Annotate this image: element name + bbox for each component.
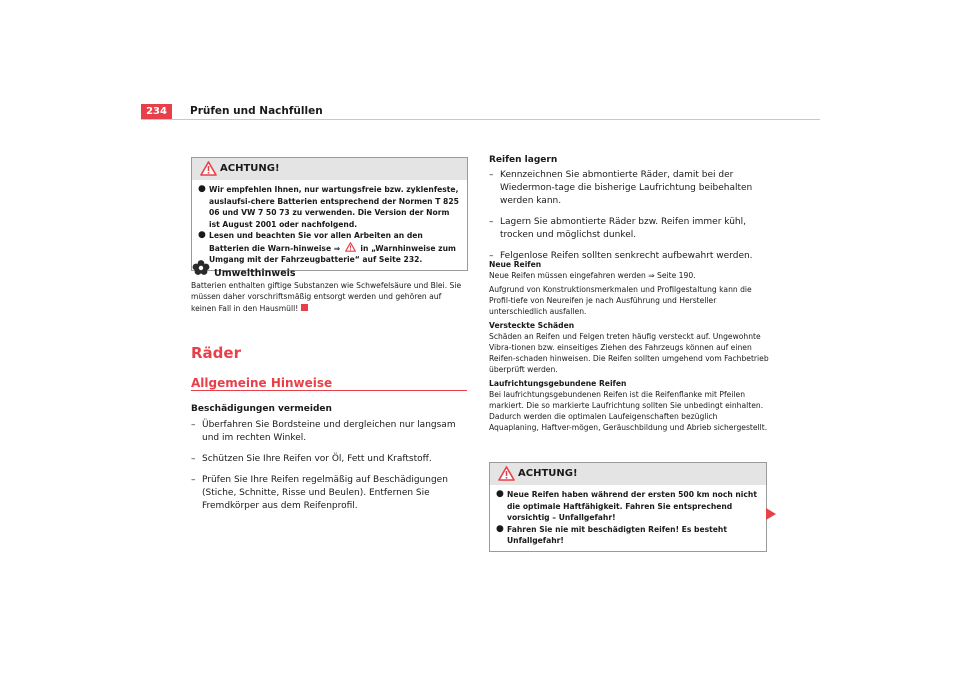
warning-title: ACHTUNG! [220, 163, 280, 174]
next-page-arrow-icon[interactable] [766, 508, 776, 520]
direction-heading: Laufrichtungsgebundene Reifen [489, 379, 627, 388]
new-tires-text: Aufgrund von Konstruktionsmerkmalen und Profilgestaltung kann die Profil-tiefe von Neureifen je nach Ausführung und Hersteller unterschiedlich ausfallen. [489, 285, 752, 316]
bullet-icon: ● [496, 523, 504, 534]
list-item: – Prüfen Sie Ihre Reifen regelmäßig auf Beschädigungen (Stiche, Schnitte, Risse und Beulen). Entfernen Sie Fremdkörper aus dem Reifenprofil. [191, 475, 448, 511]
storage-heading: Reifen lagern [489, 155, 558, 165]
environment-title: Umwelthinweis [214, 268, 296, 279]
flower-environment-icon [191, 259, 211, 277]
page-number: 234 [141, 104, 172, 119]
section-end-marker [301, 304, 308, 311]
new-tires-heading: Neue Reifen [489, 260, 542, 269]
warning-text: Lesen und beachten Sie vor allen Arbeiten an den Batterien die Warn-hinweise ⇒ [209, 231, 423, 253]
environment-text-block [191, 280, 467, 314]
warning-header [192, 158, 467, 180]
hidden-damage-heading: Versteckte Schäden [489, 321, 575, 330]
warning-triangle-icon [498, 466, 515, 481]
warning-link-text[interactable]: in „Warnhinweise zum Umgang mit der Fahrzeugbatterie“ auf Seite 232. [209, 243, 456, 264]
warning-text: Neue Reifen haben während der ersten 500 km noch nicht die optimale Haftfähigkeit. Fahren Sie entsprechend vorsichtig – Unfallgefahr! [507, 490, 757, 522]
list-item: – Lagern Sie abmontierte Räder bzw. Reifen immer kühl, trocken und möglichst dunkel. [489, 217, 746, 240]
warning-text: Fahren Sie nie mit beschädigten Reifen! Es besteht Unfallgefahr! [507, 524, 727, 545]
warning-bullet [198, 230, 462, 266]
list-item-text: Felgenlose Reifen sollten senkrecht aufbewahrt werden. [500, 251, 753, 261]
list-item-text: Schützen Sie Ihre Reifen vor Öl, Fett und Kraftstoff. [202, 454, 432, 464]
list-item-text: Kennzeichnen Sie abmontierte Räder, damit bei der Wiedermon-tage die bisherige Laufrichtung beibehalten werden kann. [500, 170, 753, 206]
hidden-damage-text: Schäden an Reifen und Felgen treten häufig versteckt auf. Ungewohnte Vibra-tionen bzw. einseitiges Ziehen des Fahrzeugs können auf einen Reifen-schaden hinweisen. Die Reifen sollten umgehend vom Fachbetrieb überprüft werden. [489, 332, 769, 374]
warning-header [490, 463, 766, 485]
header-divider [141, 119, 820, 120]
warning-bullet [496, 524, 761, 547]
direction-text: Bei laufrichtungsgebundenen Reifen ist die Reifenflanke mit Pfeilen markiert. Die so markierte Laufrichtung sollten Sie unbedingt einhalten. Dadurch werden die optimalen Laufeigenschaften bezüglich Aquaplaning, Haftver-mögen, Geräuschbildung und Abrieb sichergestellt. [489, 390, 768, 432]
chapter-title: Prüfen und Nachfüllen [190, 105, 323, 117]
warning-box-tires [489, 462, 767, 552]
damage-heading: Beschädigungen vermeiden [191, 404, 332, 414]
list-item-text: Überfahren Sie Bordsteine und dergleichen nur langsam und im rechten Winkel. [202, 420, 456, 443]
list-item-text: Lagern Sie abmontierte Räder bzw. Reifen immer kühl, trocken und möglichst dunkel. [500, 217, 746, 240]
bullet-icon: ● [496, 489, 504, 499]
list-item: – Kennzeichnen Sie abmontierte Räder, damit bei der Wiedermon-tage die bisherige Laufrichtung beibehalten werden kann. [489, 170, 753, 206]
bullet-icon: ● [198, 230, 206, 240]
warning-triangle-icon [345, 242, 356, 252]
warning-bullet [198, 184, 462, 230]
storage-section [489, 155, 767, 271]
warning-title: ACHTUNG! [518, 468, 578, 479]
tire-info-section [489, 259, 769, 436]
warning-bullet [496, 489, 761, 524]
section-subtitle: Allgemeine Hinweise [191, 376, 333, 390]
new-tires-text: Neue Reifen müssen eingefahren werden ⇒ Seite 190. [489, 271, 696, 280]
bullet-icon: ● [198, 184, 206, 194]
list-item: – Überfahren Sie Bordsteine und dergleichen nur langsam und im rechten Winkel. [191, 420, 456, 443]
environment-text: Batterien enthalten giftige Substanzen wie Schwefelsäure und Blei. Sie müssen daher vorschriftsmäßig entsorgt werden und gehören auf keinen Fall in den Hausmüll! [191, 281, 462, 313]
list-item: – Felgenlose Reifen sollten senkrecht aufbewahrt werden. [489, 251, 753, 261]
warning-text-container [209, 230, 462, 266]
list-item-text: Prüfen Sie Ihre Reifen regelmäßig auf Beschädigungen (Stiche, Schnitte, Risse und Beulen). Entfernen Sie Fremdkörper aus dem Reifenprofil. [202, 475, 448, 511]
damage-section [191, 404, 467, 521]
subtitle-divider [191, 390, 467, 391]
list-item: – Schützen Sie Ihre Reifen vor Öl, Fett und Kraftstoff. [191, 454, 432, 464]
warning-triangle-icon [200, 161, 217, 176]
warning-box-battery [191, 157, 468, 271]
warning-text: Wir empfehlen Ihnen, nur wartungsfreie bzw. zyklenfeste, auslaufsi-chere Batterien entsprechend der Normen T 825 06 und VW 7 50 73 zu verwenden. Die Version der Norm ist August 2001 oder nachfolgend. [209, 185, 459, 229]
section-title: Räder [191, 344, 241, 362]
